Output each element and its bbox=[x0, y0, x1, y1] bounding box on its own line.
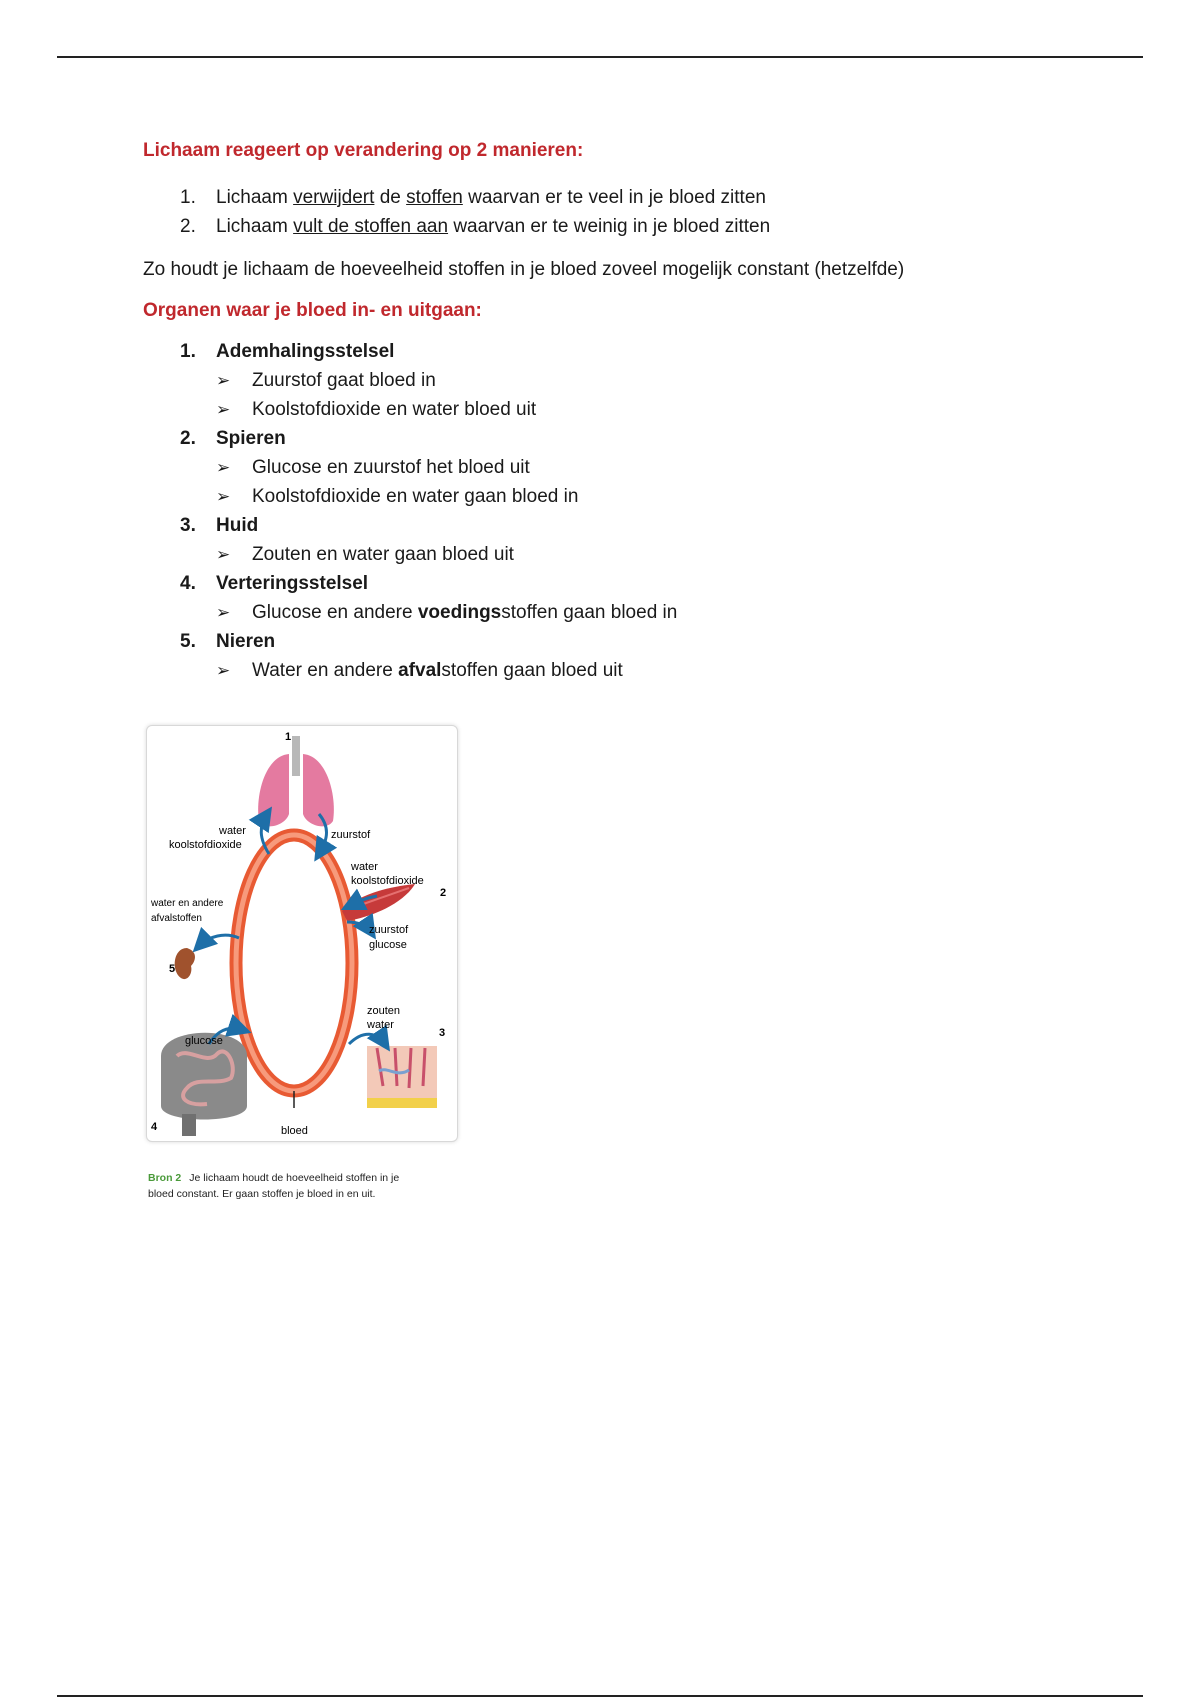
text: Koolstofdioxide en water bloed uit bbox=[252, 399, 537, 420]
text: Zouten en water gaan bloed uit bbox=[252, 544, 514, 565]
circulation-diagram bbox=[147, 726, 457, 1141]
list-number: 1. bbox=[180, 187, 196, 208]
document-body bbox=[143, 140, 1143, 685]
organ-name: Huid bbox=[216, 515, 259, 536]
heading-organs: Organen waar je bloed in- en uitgaan: bbox=[143, 300, 482, 321]
organ-item bbox=[143, 569, 1143, 598]
text: Koolstofdioxide en water gaan bloed in bbox=[252, 486, 579, 507]
list-number: 3. bbox=[180, 515, 196, 536]
top-rule bbox=[57, 56, 1143, 58]
list-number: 1. bbox=[180, 341, 196, 362]
organ-subitem bbox=[143, 366, 1143, 395]
arrow-bullet-icon: ➢ bbox=[216, 458, 231, 477]
text: stoffen gaan bloed in bbox=[501, 602, 678, 623]
bold-text: voedings bbox=[417, 602, 502, 623]
paragraph-constant: Zo houdt je lichaam de hoeveelheid stoffen in je bloed zoveel mogelijk constant (hetzelfde) bbox=[143, 259, 905, 280]
list-number: 4. bbox=[180, 573, 196, 594]
organ-name: Verteringsstelsel bbox=[216, 573, 369, 594]
skin-icon bbox=[367, 1046, 437, 1108]
list-number: 2. bbox=[180, 428, 196, 449]
label-text: bloed bbox=[281, 1125, 308, 1137]
label-number: 4 bbox=[151, 1121, 158, 1133]
label-text: koolstofdioxide bbox=[169, 839, 242, 851]
caption-label: Bron 2 bbox=[148, 1172, 182, 1184]
list-number: 2. bbox=[180, 216, 196, 237]
label-number: 5 bbox=[169, 963, 176, 975]
underlined-text: vult de stoffen aan bbox=[293, 216, 449, 237]
lungs-icon bbox=[258, 736, 334, 826]
organ-subitem bbox=[143, 395, 1143, 424]
underlined-text: stoffen bbox=[406, 187, 463, 208]
organ-subitem bbox=[143, 656, 1143, 685]
label-text: glucose bbox=[369, 939, 407, 951]
caption-text: bloed constant. Er gaan stoffen je bloed in en uit. bbox=[148, 1188, 376, 1200]
underlined-text: verwijdert bbox=[293, 187, 375, 208]
organ-subitem bbox=[143, 598, 1143, 627]
arrow-bullet-icon: ➢ bbox=[216, 400, 231, 419]
organ-item bbox=[143, 511, 1143, 540]
organ-subitem bbox=[143, 453, 1143, 482]
arrow-bullet-icon: ➢ bbox=[216, 545, 231, 564]
label-number: 2 bbox=[440, 887, 447, 899]
organ-name: Nieren bbox=[216, 631, 276, 652]
label-text: water bbox=[367, 1019, 394, 1031]
list-number: 5. bbox=[180, 631, 196, 652]
text: Lichaam bbox=[216, 187, 294, 208]
label-text: koolstofdioxide bbox=[351, 875, 424, 887]
text: de bbox=[374, 187, 407, 208]
label-text: afvalstoffen bbox=[151, 913, 202, 924]
kidney-icon bbox=[175, 948, 195, 979]
arrow-bullet-icon: ➢ bbox=[216, 487, 231, 506]
text: Water en andere bbox=[252, 660, 399, 681]
text: Zuurstof gaat bloed in bbox=[252, 370, 436, 391]
text: waarvan er te weinig in je bloed zitten bbox=[448, 216, 771, 237]
organ-name: Ademhalingsstelsel bbox=[216, 341, 395, 362]
list-item bbox=[143, 212, 1143, 241]
reaction-list bbox=[143, 183, 1143, 241]
label-text: water bbox=[219, 825, 246, 837]
text: Glucose en andere bbox=[252, 602, 418, 623]
arrow-bullet-icon: ➢ bbox=[216, 661, 231, 680]
arrow-bullet-icon: ➢ bbox=[216, 603, 231, 622]
label-text: zuurstof bbox=[331, 829, 371, 841]
arrow-bullet-icon: ➢ bbox=[216, 371, 231, 390]
circulation-figure bbox=[146, 725, 458, 1142]
heading-reactions: Lichaam reageert op verandering op 2 manieren: bbox=[143, 140, 584, 161]
text: stoffen gaan bloed uit bbox=[441, 660, 623, 681]
text: waarvan er te veel in je bloed zitten bbox=[462, 187, 766, 208]
intestines-icon bbox=[161, 1033, 247, 1136]
organ-subitem bbox=[143, 540, 1143, 569]
label-text: water bbox=[351, 861, 378, 873]
organ-item bbox=[143, 337, 1143, 366]
organ-list bbox=[143, 337, 1143, 685]
label-text: zuurstof bbox=[369, 924, 409, 936]
label-text: water en andere bbox=[151, 898, 224, 909]
label-text: zouten bbox=[367, 1005, 401, 1017]
caption-text: Je lichaam houdt de hoeveelheid stoffen in je bbox=[189, 1172, 400, 1184]
arrow-skin bbox=[349, 1034, 385, 1044]
figure-caption bbox=[148, 1170, 448, 1202]
organ-item bbox=[143, 627, 1143, 656]
text: Lichaam bbox=[216, 216, 294, 237]
organ-subitem bbox=[143, 482, 1143, 511]
label-text: glucose bbox=[185, 1035, 223, 1047]
bold-text: afval bbox=[398, 660, 442, 681]
organ-name: Spieren bbox=[216, 428, 286, 449]
text: Glucose en zuurstof het bloed uit bbox=[252, 457, 530, 478]
label-number: 1 bbox=[285, 731, 292, 743]
label-number: 3 bbox=[439, 1027, 446, 1039]
organ-item bbox=[143, 424, 1143, 453]
list-item bbox=[143, 183, 1143, 212]
bottom-rule bbox=[57, 1695, 1143, 1697]
